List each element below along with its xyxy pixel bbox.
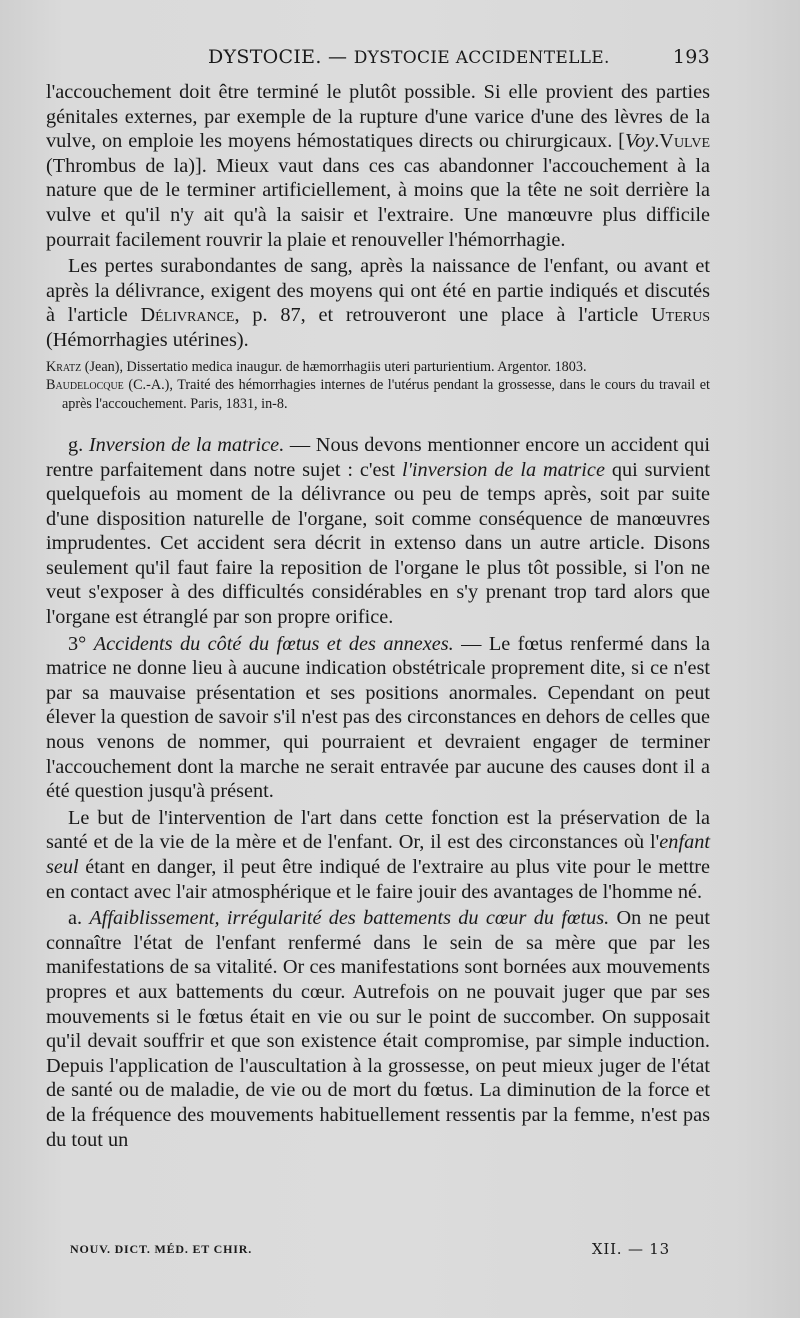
reference-text: (Jean), Dissertatio medica inaugur. de hæmorrhagiis uteri parturientium. Argentor. 1803. <box>81 358 587 375</box>
paragraph-text: On ne peut connaître l'état de l'enfant renfermé dans le sein de sa mère que par les manifestations de sa vitalité. Or ces manifestations sont bornées aux mouvements propres et aux battements du cœur. Autrefois on ne pouvait juger que par ses mouvements si le fœtus était en vie ou sur le point de succomber. On supposait qu'il devait souffrir et que son existence était compromise, par simple induction. Depuis l'application de l'auscultation à la grossesse, on peut mieux juger de l'état de santé ou de maladie, de vie ou de mort du fœtus. La diminution de la force et de la fréquence des mouvements habituellement ressentis par la femme, n'est pas du tout un <box>46 907 710 1151</box>
paragraph-affaiblissement <box>46 906 710 1152</box>
bibliography <box>46 358 710 414</box>
reference-author: Kratz <box>46 358 82 375</box>
section-heading: Inversion de la matrice. <box>88 433 285 456</box>
section-label: a. <box>68 907 90 930</box>
reference-baudelocque <box>46 376 710 414</box>
paragraph-text: — Le fœtus renfermé dans la matrice ne donne lieu à aucune indication obstétricale proprement dite, si ce n'est par sa mauvaise présentation et ses positions anormales. Cependant on peut élever la question de savoir s'il n'est pas des circonstances en dehors de celles que nous venons de nommer, qui pourraient et devraient engager de terminer l'accouchement dont la marche ne serait entravée par aucune des causes dont il a été question jusqu'à présent. <box>46 632 710 803</box>
paragraph-intervention <box>46 806 710 904</box>
paragraph-1-text: l'accouchement doit être terminé le plutôt possible. Si elle provient des parties génitales externes, par exemple de la rupture d'une varice d'une des lèvres de la vulve, on emploie les moyens hémostatiques directs ou chirurgicaux. [ <box>46 81 710 153</box>
xref-uterus: Uterus <box>651 304 710 327</box>
section-heading: Affaiblissement, irrégularité des battements du cœur du fœtus. <box>89 907 610 930</box>
paragraph-inversion <box>46 433 710 630</box>
xref-vulve: .Vulve <box>654 130 710 153</box>
paragraph-2-text-c: (Hémorrhagies utérines). <box>46 328 249 351</box>
footer-signature: NOUV. DICT. MÉD. ET CHIR. <box>70 1242 253 1256</box>
reference-text: (C.-A.), Traité des hémorrhagies internes de l'utérus pendant la grossesse, dans le cours du travail et après l'accouchement. Paris, 1831, in-8. <box>62 377 710 413</box>
page-footer <box>70 1240 670 1262</box>
running-header <box>48 46 710 74</box>
section-label: 3° <box>68 632 94 655</box>
header-dash: — <box>321 46 354 68</box>
body-text <box>46 80 710 1152</box>
section-heading: Accidents du côté du fœtus et des annexes. <box>93 632 454 655</box>
footer-volume: XII. — 13 <box>591 1240 670 1258</box>
italic-term: l'inversion de la matrice <box>401 458 605 481</box>
header-title-group <box>208 46 610 68</box>
paragraph-foetus <box>46 632 710 804</box>
header-subtitle: DYSTOCIE ACCIDENTELLE. <box>353 48 610 68</box>
paragraph-text: qui survient quelquefois au moment de la délivrance ou peu de temps après, soit par suite d'une disposition naturelle de l'organe, soit comme conséquence de manœuvres imprudentes. Cet accident sera décrit in extenso dans un autre article. Disons seulement qu'il faut faire la reposition de l'organe le plus tôt possible, si l'on ne veut s'exposer à des difficultés considérables en s'y prenant trop tard alors que l'organe est étranglé par son propre orifice. <box>46 458 710 629</box>
paragraph-2-text-b: , p. 87, et retrouveront une place à l'article <box>234 304 651 327</box>
paragraph-text: Le but de l'intervention de l'art dans cette fonction est la préservation de la santé et de la vie de la mère et de l'enfant. Or, il est des circonstances où l' <box>46 806 710 854</box>
paragraph-text: — Nous devons mentionner encore un accident qui rentre parfaitement dans notre sujet : c'est <box>46 433 710 481</box>
section-label: g. <box>68 433 89 456</box>
paragraph-2-text-a: Les pertes surabondantes de sang, après la naissance de l'enfant, ou avant et après la délivrance, exigent des moyens qui ont été en partie indiqués et discutés à l'article <box>46 255 710 327</box>
paragraph-1-rest: (Thrombus de la)]. Mieux vaut dans ces cas abandonner l'accouchement à la nature que de le terminer artificiellement, à moins que la tête ne soit derrière la vulve et qu'il n'y ait qu'à la saisir et l'extraire. Une manœuvre plus difficile pourrait facilement rouvrir la plaie et renouveller l'hémorrhagie. <box>46 154 710 251</box>
page-number: 193 <box>672 46 710 68</box>
paragraph-1 <box>46 80 710 252</box>
voy-abbrev: Voy <box>624 130 655 153</box>
reference-kratz <box>46 358 710 377</box>
xref-delivrance: Délivrance <box>140 304 235 327</box>
header-title: DYSTOCIE. <box>208 46 322 68</box>
paragraph-text: étant en danger, il peut être indiqué de l'extraire au plus vite pour le mettre en contact avec l'air atmosphérique et le faire jouir des avantages de l'homme né. <box>46 856 710 903</box>
italic-term: enfant seul <box>46 831 710 879</box>
reference-author: Baudelocque <box>46 377 124 394</box>
paragraph-2 <box>46 254 710 352</box>
